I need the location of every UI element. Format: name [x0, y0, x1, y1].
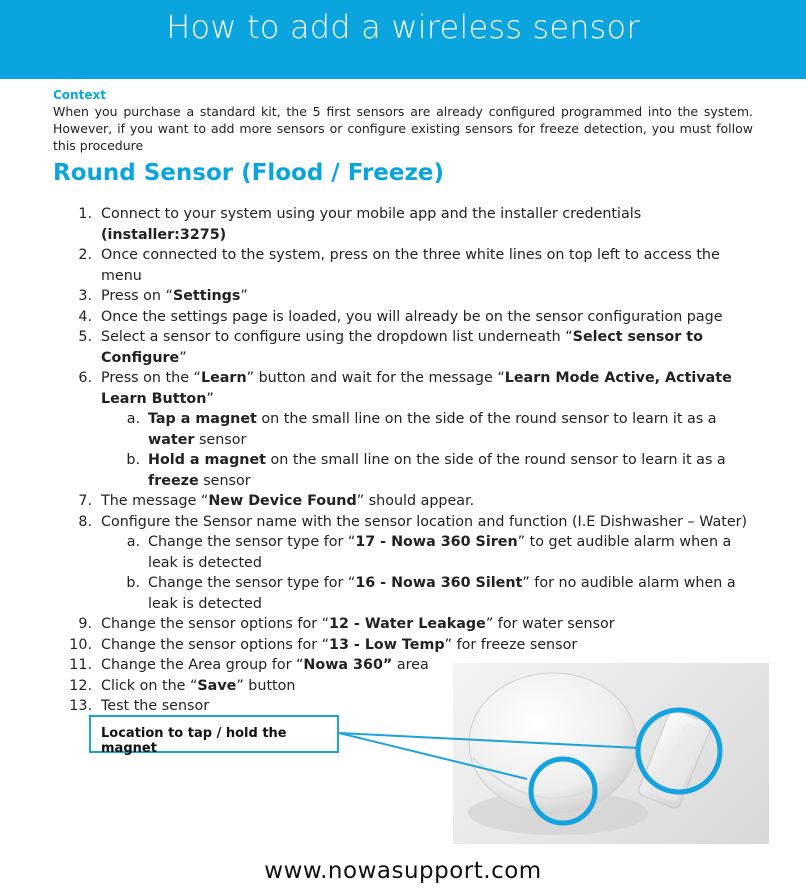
- steps-list: [0, 204, 806, 717]
- step-7: 7. The message “New Device Found” should appear.: [78, 493, 475, 509]
- step-2: 2. Once connected to the system, press on the three white lines on top left to access the menu: [78, 247, 720, 284]
- step-11: 11. Change the Area group for “Nowa 360” area: [69, 657, 429, 673]
- step-13: 13. Test the sensor: [69, 698, 210, 714]
- round-sensor: [469, 673, 637, 813]
- step-5: 5. Select a sensor to configure using the dropdown list underneath “Select sensor to Configure”: [78, 329, 703, 366]
- step-9: 9. Change the sensor options for “12 - Water Leakage” for water sensor: [78, 616, 615, 632]
- callout-box: [89, 715, 339, 756]
- sensor-photo-illustration: [453, 663, 769, 844]
- step-4: 4. Once the settings page is loaded, you will already be on the sensor configuration page: [78, 308, 723, 325]
- step-3: 3. Press on “Settings”: [78, 288, 248, 304]
- context-text: When you purchase a standard kit, the 5 first sensors are already configured programmed into the system. However, if you want to add more sensors or configure existing sensors for freeze detection, you must follow this procedure: [53, 104, 753, 153]
- step-10: 10. Change the sensor options for “13 - Low Temp” for freeze sensor: [69, 636, 578, 653]
- step-8a: a. Change the sensor type for “17 - Nowa 360 Siren” to get audible alarm when a leak is detected: [126, 534, 732, 571]
- page-title: How to add a wireless sensor: [166, 8, 640, 46]
- sensor-photo: [453, 663, 769, 844]
- step-1: 1. Connect to your system using your mobile app and the installer credentials (installer:3275): [78, 206, 642, 243]
- context-label: Context: [53, 88, 106, 102]
- step-6b: b. Hold a magnet on the small line on the side of the round sensor to learn it as a freeze sensor: [126, 452, 726, 489]
- header-banner: [0, 0, 806, 79]
- callout-label: Location to tap / hold the magnet: [101, 726, 287, 756]
- footer-url: www.nowasupport.com: [264, 858, 542, 884]
- step-6a: a. Tap a magnet on the small line on the side of the round sensor to learn it as a water sensor: [126, 411, 717, 448]
- step-8b: b. Change the sensor type for “16 - Nowa 360 Silent” for no audible alarm when a leak is detected: [126, 575, 736, 612]
- step-12: 12. Click on the “Save” button: [69, 677, 296, 694]
- step-8: 8. Configure the Sensor name with the sensor location and function (I.E Dishwasher – Water): [78, 513, 748, 530]
- step-6: 6. Press on the “Learn” button and wait for the message “Learn Mode Active, Activate Learn Button”: [78, 370, 732, 407]
- section-title: Round Sensor (Flood / Freeze): [53, 160, 444, 186]
